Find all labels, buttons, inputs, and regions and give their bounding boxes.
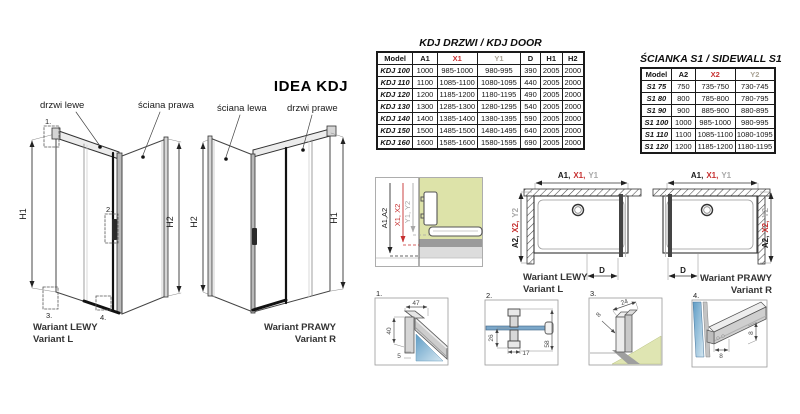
plan-variant-right-pl: Wariant PRAWY <box>700 273 772 284</box>
plan-dim-top: A1, X1, Y1 <box>690 171 732 180</box>
dim-label-h2: H2 <box>189 216 199 228</box>
detail-1-label: 1. <box>376 289 383 298</box>
table-cell: 735-750 <box>695 81 735 93</box>
plan-dim-side: A2,X2,Y2 <box>511 207 520 249</box>
table-cell: 2005 <box>540 77 562 89</box>
handle-top-cap <box>508 309 520 316</box>
callout-2: 2. <box>106 205 113 214</box>
table-cell: 1080-1095 <box>477 77 521 89</box>
leader-dot <box>224 157 228 161</box>
plan-view-variant-left <box>511 171 641 295</box>
detail-4-label: 4. <box>693 291 700 300</box>
cross-dim-y: Y1, Y2 <box>403 200 412 224</box>
corner-bracket <box>327 126 336 136</box>
series-title: IDEA KDJ <box>273 78 349 95</box>
callout-3: 3. <box>46 311 53 320</box>
detail-2-handle-section <box>485 291 558 365</box>
table-row <box>377 125 584 137</box>
table-cell: 2005 <box>540 65 562 77</box>
sliding-door-plan <box>619 194 623 257</box>
door-handle <box>252 228 257 245</box>
table-cell: 1100 <box>413 77 438 89</box>
drain-circle <box>573 205 584 216</box>
table-cell: 540 <box>521 101 541 113</box>
table-row <box>641 81 775 93</box>
profile-front-face <box>405 317 414 353</box>
drain-circle <box>702 205 713 216</box>
callout-1: 1. <box>45 117 52 126</box>
table-cell: S1 100 <box>641 117 671 129</box>
plan-dim-top: A1, X1, Y1 <box>557 171 599 180</box>
table-cell: 1285-1300 <box>437 101 477 113</box>
aluminium-profile-vertical <box>424 192 437 225</box>
dim-label-h1: H1 <box>329 212 339 224</box>
table-row <box>377 113 584 125</box>
table-cell: 985-1000 <box>437 65 477 77</box>
table-cell: 1485-1500 <box>437 125 477 137</box>
variant-left-pl: Wariant LEWY <box>33 322 98 333</box>
profile-outer <box>616 317 625 352</box>
side-wall-panel <box>210 138 253 312</box>
table-cell: 440 <box>521 77 541 89</box>
table-cell: 1000 <box>413 65 438 77</box>
right-door-label: drzwi prawe <box>287 103 338 114</box>
table-header-row <box>377 52 584 65</box>
wall-hatch-left <box>527 196 534 264</box>
table-cell: 1180-1195 <box>735 141 775 154</box>
detail-3-label: 3. <box>590 289 597 298</box>
variant-right-en: Variant R <box>294 334 336 345</box>
table-row <box>377 101 584 113</box>
detail-1-dim-height: 40 <box>386 327 393 335</box>
table-cell: S1 90 <box>641 105 671 117</box>
table-cell: 640 <box>521 125 541 137</box>
table-cell: 1585-1600 <box>437 137 477 150</box>
door-size-table-section <box>376 37 585 150</box>
detail-3-dim-depth: 8 <box>595 311 603 319</box>
table-cell: S1 80 <box>641 93 671 105</box>
door-handle <box>112 219 117 240</box>
table-cell: 1200 <box>671 141 695 154</box>
table-cell: 800 <box>671 93 695 105</box>
table-cell: 1085-1100 <box>695 129 735 141</box>
wall-hatch-top <box>524 189 641 196</box>
sidewall-size-table-section <box>640 53 782 154</box>
table-cell: 880-895 <box>735 105 775 117</box>
table-cell: 2000 <box>562 101 584 113</box>
rail-end-face <box>707 330 714 344</box>
table-cell: 590 <box>521 113 541 125</box>
aluminium-profile-horizontal <box>429 227 482 236</box>
leader-dot <box>141 155 145 159</box>
detail-3-wall-profile <box>589 289 662 365</box>
table-cell: 1600 <box>413 137 438 150</box>
shower-tray <box>534 196 628 253</box>
tray-edge-dark <box>419 239 482 247</box>
table-cell: 1100 <box>671 129 695 141</box>
table-cell: KDJ 110 <box>377 77 413 89</box>
table-row <box>377 137 584 150</box>
handle-bottom-cap <box>508 341 520 348</box>
table-row <box>641 129 775 141</box>
table-cell: 980-995 <box>477 65 521 77</box>
table-row <box>641 117 775 129</box>
table-cell: 780-795 <box>735 93 775 105</box>
table-cell: 1185-1200 <box>437 89 477 101</box>
table-cell: 2005 <box>540 125 562 137</box>
detail-1-dim-gap: 5 <box>397 353 401 360</box>
sidewall-table-title: ŚCIANKA S1 / SIDEWALL S1 <box>640 53 782 65</box>
table-cell: 1080-1095 <box>735 129 775 141</box>
column-header: Model <box>641 68 671 81</box>
variant-left-en: Variant L <box>33 334 74 345</box>
column-header: X1 <box>437 52 477 65</box>
dim-label-h2: H2 <box>165 216 175 228</box>
table-row <box>641 105 775 117</box>
left-door-label: drzwi lewe <box>40 100 85 111</box>
table-cell: 985-1000 <box>695 117 735 129</box>
plan-dim-side: A2,X2,Y2 <box>761 207 770 249</box>
table-cell: 1385-1400 <box>437 113 477 125</box>
table-row <box>377 77 584 89</box>
cross-dim-a: A1,A2 <box>380 207 389 229</box>
table-cell: 2000 <box>562 65 584 77</box>
column-header: H2 <box>562 52 584 65</box>
table-cell: 690 <box>521 137 541 150</box>
table-cell: 2000 <box>562 89 584 101</box>
detail-2-dim-offset: 26 <box>488 334 495 342</box>
table-cell: 1200 <box>413 89 438 101</box>
column-header: Model <box>377 52 413 65</box>
table-cell: 2005 <box>540 101 562 113</box>
table-cell: 1180-1195 <box>477 89 521 101</box>
column-header: Y1 <box>477 52 521 65</box>
table-cell: 900 <box>671 105 695 117</box>
table-cell: 1185-1200 <box>695 141 735 154</box>
column-header: A2 <box>671 68 695 81</box>
column-header: Y2 <box>735 68 775 81</box>
door-glass-panel <box>253 134 330 312</box>
profile-inner <box>625 315 632 352</box>
right-wall-label: ściana prawa <box>138 100 194 111</box>
table-row <box>377 65 584 77</box>
door-size-table <box>376 51 585 150</box>
table-cell: 490 <box>521 89 541 101</box>
table-cell: 1300 <box>413 101 438 113</box>
table-cell: 2000 <box>562 125 584 137</box>
column-header: A1 <box>413 52 438 65</box>
callout-4: 4. <box>100 313 107 322</box>
column-header: H1 <box>540 52 562 65</box>
detail-2-dim-length: 58 <box>544 340 551 348</box>
detail-4-dim-height: 8 <box>748 331 755 335</box>
table-cell: 1280-1295 <box>477 101 521 113</box>
table-cell: 2000 <box>562 77 584 89</box>
plan-dim-d: D <box>680 266 686 275</box>
wall-profile-cross-section <box>376 178 483 267</box>
table-cell: 785-800 <box>695 93 735 105</box>
table-cell: S1 120 <box>641 141 671 154</box>
cross-dim-x: X1, X2 <box>393 203 402 227</box>
table-cell: S1 75 <box>641 81 671 93</box>
plan-variant-left-pl: Wariant LEWY <box>523 272 588 283</box>
table-cell: 1500 <box>413 125 438 137</box>
handle-shaft-lower <box>510 330 518 341</box>
table-cell: KDJ 150 <box>377 125 413 137</box>
table-cell: 750 <box>671 81 695 93</box>
plan-variant-right-en: Variant R <box>730 285 772 296</box>
detail-1-top-profile <box>375 289 448 365</box>
table-cell: 2005 <box>540 137 562 150</box>
table-cell: KDJ 100 <box>377 65 413 77</box>
table-row <box>641 141 775 154</box>
table-cell: 1085-1100 <box>437 77 477 89</box>
table-cell: KDJ 160 <box>377 137 413 150</box>
wall-post <box>208 136 212 296</box>
table-cell: 390 <box>521 65 541 77</box>
handle-shaft-upper <box>510 316 518 327</box>
table-cell: 2005 <box>540 89 562 101</box>
sidewall-size-table <box>640 67 776 154</box>
table-cell: 1000 <box>671 117 695 129</box>
table-cell: 2005 <box>540 113 562 125</box>
detail-3-dim-width: 24 <box>619 298 630 308</box>
detail-1-dim-width: 47 <box>412 300 420 307</box>
detail-2-dim-width: 17 <box>522 350 530 357</box>
column-header: X2 <box>695 68 735 81</box>
shower-tray <box>663 196 757 253</box>
table-cell: 1580-1595 <box>477 137 521 150</box>
table-cell: 730-745 <box>735 81 775 93</box>
detail-2-label: 2. <box>486 291 493 300</box>
table-row <box>377 89 584 101</box>
axon-drawing-variant-right <box>189 78 348 345</box>
axon-drawing-variant-left <box>18 100 195 345</box>
detail-4-bottom-rail <box>692 291 767 367</box>
leader-dot <box>301 148 305 152</box>
table-cell: 980-995 <box>735 117 775 129</box>
tray-edge-light <box>419 247 482 258</box>
dim-label-h1: H1 <box>18 208 28 220</box>
left-wall-label: ściana lewa <box>217 103 267 114</box>
table-cell: 885-900 <box>695 105 735 117</box>
table-row <box>641 93 775 105</box>
table-cell: KDJ 130 <box>377 101 413 113</box>
table-cell: S1 110 <box>641 129 671 141</box>
table-cell: 2000 <box>562 113 584 125</box>
table-cell: KDJ 140 <box>377 113 413 125</box>
detail-4-dim-width: 8 <box>719 353 723 360</box>
door-table-title: KDJ DRZWI / KDJ DOOR <box>419 37 542 49</box>
table-cell: 2000 <box>562 137 584 150</box>
plan-variant-left-en: Variant L <box>523 284 564 295</box>
column-header: D <box>521 52 541 65</box>
sliding-door-plan <box>668 194 672 257</box>
table-cell: KDJ 120 <box>377 89 413 101</box>
table-cell: 1480-1495 <box>477 125 521 137</box>
side-wall-panel <box>122 139 166 314</box>
table-cell: 1380-1395 <box>477 113 521 125</box>
plan-dim-d: D <box>599 266 605 275</box>
table-cell: 1400 <box>413 113 438 125</box>
variant-right-pl: Wariant PRAWY <box>264 322 336 333</box>
table-header-row <box>641 68 775 81</box>
leader-dot <box>98 145 102 149</box>
door-glass-panel <box>56 134 119 313</box>
plan-view-variant-right <box>653 171 773 296</box>
